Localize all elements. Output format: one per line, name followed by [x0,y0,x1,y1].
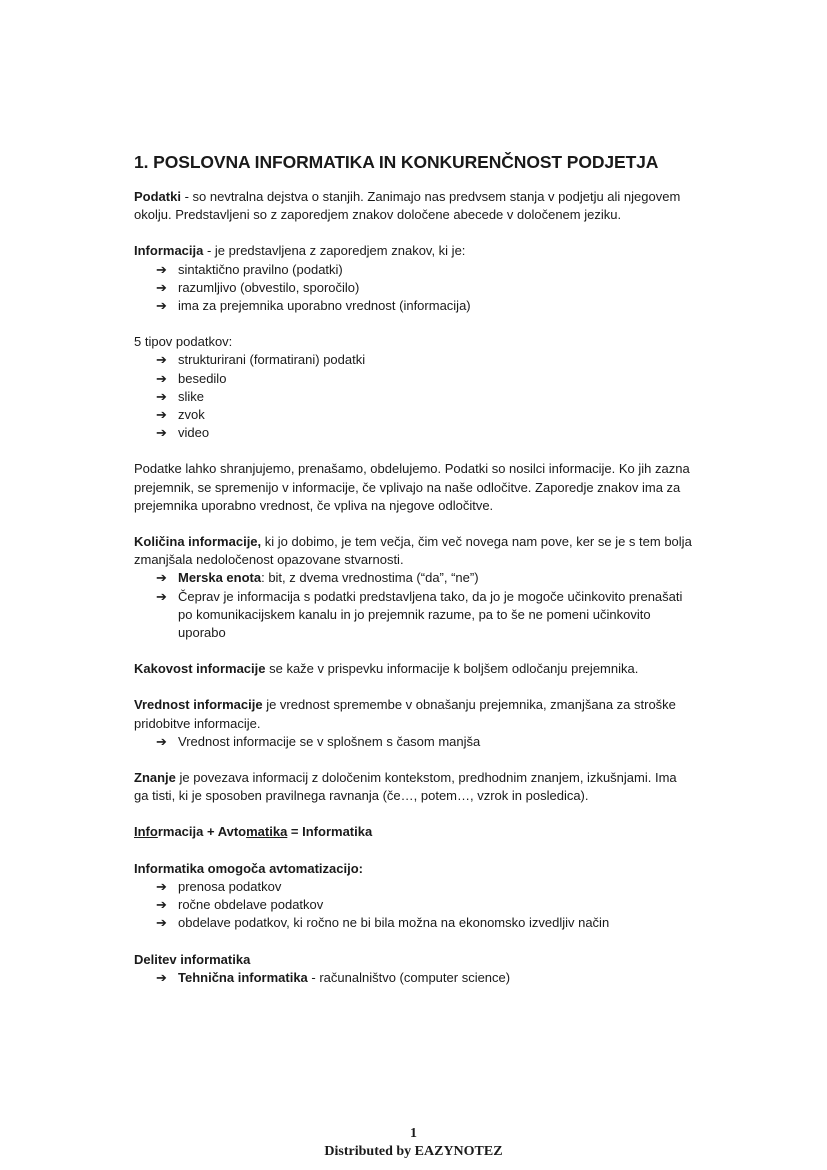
list-item: ➔ prenosa podatkov [156,878,694,896]
kakovost-paragraph: Kakovost informacije se kaže v prispevku informacije k boljšem odločanju prejemnika. [134,661,639,677]
arrow-icon: ➔ [156,588,167,604]
list-item: ➔ slike [156,388,694,406]
list-item: ➔ video [156,424,694,442]
list-item: ➔ strukturirani (formatirani) podatki [156,351,694,369]
informacija-paragraph [134,242,694,260]
podatki-text: - so nevtralna dejstva o stanjih. Zanimajo nas predvsem stanja v podjetju ali njegovem okolju. Predstavljeni so z zaporedjem znakov določene abecede v določenem jeziku. [134,189,681,223]
delitev-list [134,969,694,987]
omogoca-heading: Informatika omogoča avtomatizacijo: [134,860,363,876]
list-item: ➔ Vrednost informacije se v splošnem s časom manjša [156,733,694,751]
tipi-intro: 5 tipov podatkov: [134,334,233,350]
arrow-icon: ➔ [156,388,167,404]
informacija-term: Informacija [134,243,204,259]
list-item: ➔ ima za prejemnika uporabno vrednost (informacija) [156,297,694,315]
informacija-text: - je predstavljena z zaporedjem znakov, ki je: [203,243,466,259]
list-item: ➔ razumljivo (obvestilo, sporočilo) [156,279,694,297]
arrow-icon: ➔ [156,878,167,894]
podatke-paragraph: Podatke lahko shranjujemo, prenašamo, obdelujemo. Podatki so nosilci informacije. Ko jih zazna prejemnik, se spremenijo v informacije, če vplivajo na naše odločitve. Zaporedje znakov ima za prejemnika uporabno vrednost, če vpliva na njegove odločitve. [134,461,690,513]
document-body [134,150,694,987]
kolicina-paragraph: Količina informacije, ki jo dobimo, je tem večja, čim več novega nam pove, ker se je s tem bolja zmanjšala nedoločenost opazovane stvarnosti. [134,534,692,568]
vrednost-list [134,733,694,751]
podatki-paragraph [134,188,694,224]
list-item: ➔ Tehnična informatika - računalništvo (computer science) [156,969,694,987]
arrow-icon: ➔ [156,915,167,931]
kolicina-list [134,569,694,642]
list-item: ➔ sintaktično pravilno (podatki) [156,261,694,279]
informacija-list [134,261,694,316]
list-item: ➔ zvok [156,406,694,424]
omogoca-list [134,878,694,933]
delitev-heading: Delitev informatika [134,951,251,967]
arrow-icon: ➔ [156,733,167,749]
list-item: ➔ obdelave podatkov, ki ročno ne bi bila možna na ekonomsko izvedljiv način [156,914,694,932]
list-item: ➔ Čeprav je informacija s podatki predstavljena tako, da jo je mogoče učinkovito prenašati po komunikacijskem kanalu in jo prejemnik razume, pa to še ne pomeni učinkovito uporabo [156,588,683,641]
arrow-icon: ➔ [156,352,167,368]
distributed-by: Distributed by EAZYNOTEZ [324,1144,503,1159]
arrow-icon: ➔ [156,261,167,277]
vrednost-paragraph: Vrednost informacije je vrednost spremembe v obnašanju prejemnika, zmanjšana za stroške pridobitve informacije. [134,697,676,731]
arrow-icon: ➔ [156,425,167,441]
arrow-icon: ➔ [156,279,167,295]
list-item: ➔ ročne obdelave podatkov [156,896,694,914]
list-item: ➔ besedilo [156,370,694,388]
arrow-icon: ➔ [156,298,167,314]
znanje-paragraph: Znanje je povezava informacij z določenim kontekstom, predhodnim znanjem, izkušnjami. Ima ga tisti, ki je sposoben pravilnega ravnanja (če…, potem…, vzrok in posledica). [134,770,677,804]
arrow-icon: ➔ [156,370,167,386]
formula: Informacija + Avtomatika = Informatika [134,824,373,840]
list-item: ➔ Merska enota: bit, z dvema vrednostima (“da”, “ne”) [156,569,694,587]
arrow-icon: ➔ [156,897,167,913]
arrow-icon: ➔ [156,969,167,985]
arrow-icon: ➔ [156,407,167,423]
page-title: 1. POSLOVNA INFORMATIKA IN KONKURENČNOST PODJETJA [134,152,659,172]
podatki-term: Podatki [134,189,181,204]
page-number: 1 [410,1126,417,1141]
tipi-list [134,351,694,442]
arrow-icon: ➔ [156,570,167,586]
kolicina-term: Količina informacije, [134,534,262,550]
